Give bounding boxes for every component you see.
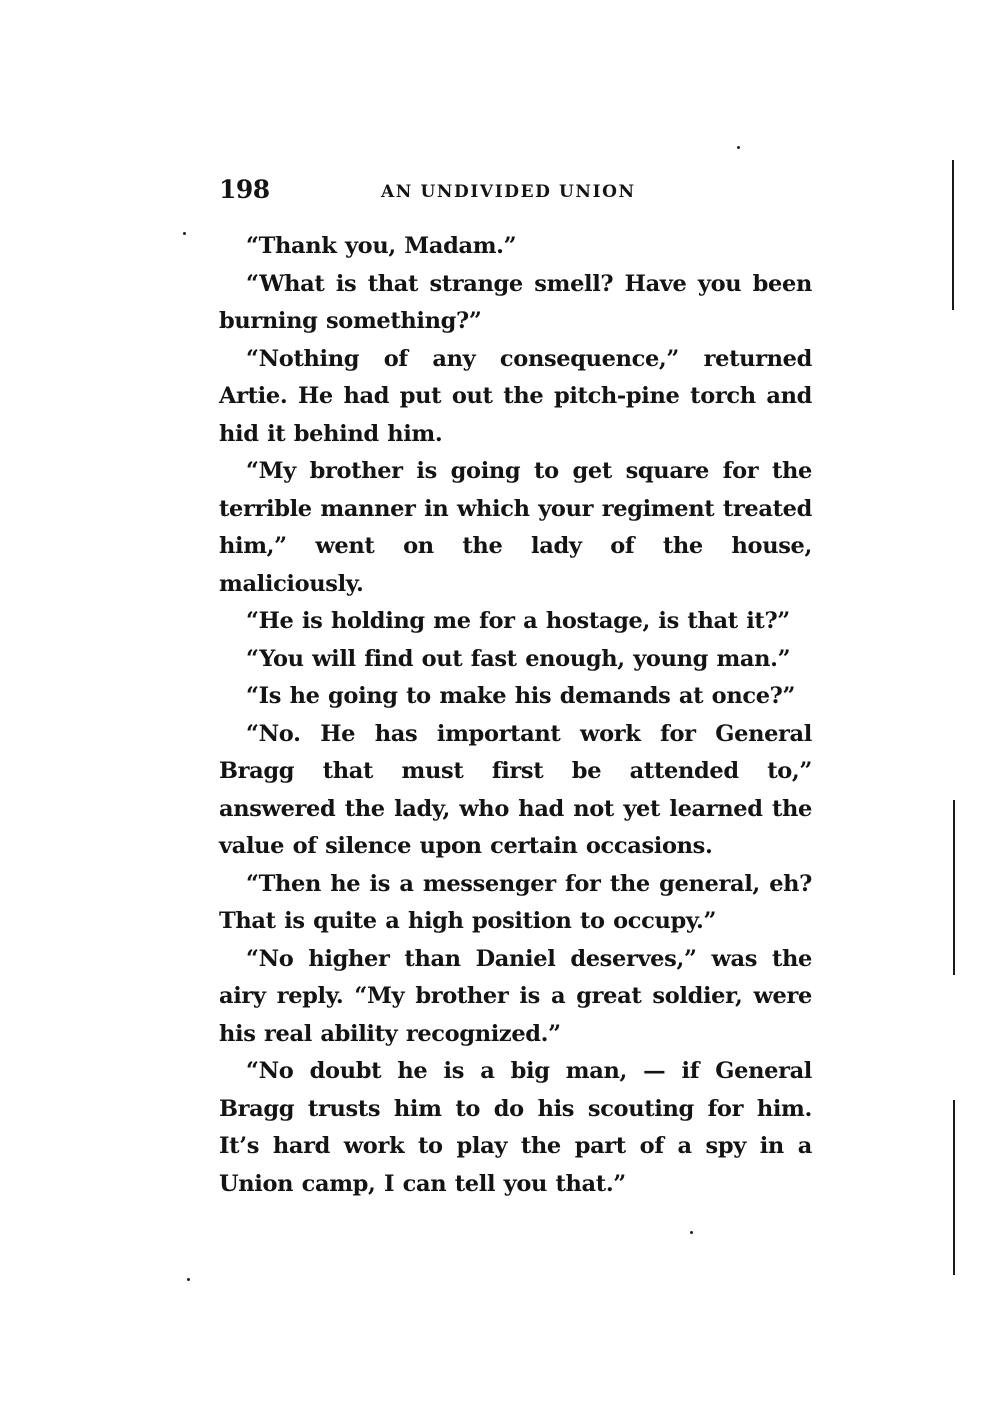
- scan-edge-line: [953, 1100, 955, 1275]
- paragraph: “Thank you, Madam.”: [246, 233, 517, 259]
- paragraph: “My brother is going to get square for the terrible manner in which your regiment treated him,” went on the lady of the house, maliciously.: [219, 458, 812, 597]
- scan-edge-line: [953, 800, 955, 975]
- paragraph: “No doubt he is a big man, — if General Bragg trusts him to do his scouting for him. It’s hard work to play the part of a spy in a Union camp, I can tell you that.”: [219, 1058, 812, 1197]
- paragraph: “You will find out fast enough, young man.”: [246, 645, 791, 672]
- scan-speck: [187, 1278, 190, 1281]
- paragraph: “No higher than Daniel deserves,” was the airy reply. “My brother is a great soldier, were his real ability recognized.”: [219, 945, 812, 1047]
- paragraph: “Then he is a messenger for the general, eh? That is quite a high position to occupy.”: [219, 870, 812, 934]
- running-head: [219, 175, 814, 209]
- running-title: AN UNDIVIDED UNION: [381, 182, 636, 202]
- paragraph: “Nothing of any consequence,” returned Artie. He had put out the pitch-pine torch and hid it behind him.: [219, 345, 812, 447]
- paragraph: “No. He has important work for General Bragg that must first be attended to,” answered the lady, who had not yet learned the value of silence upon certain occasions.: [219, 720, 812, 859]
- paragraph: “Is he going to make his demands at once?”: [246, 683, 796, 709]
- page-number: 198: [219, 175, 270, 204]
- paragraph: “What is that strange smell? Have you been burning something?”: [219, 270, 812, 334]
- paragraph: “He is holding me for a hostage, is that it?”: [246, 608, 790, 634]
- body-text: [219, 228, 812, 1203]
- scan-speck: [183, 232, 186, 235]
- scan-edge-line: [952, 160, 954, 310]
- scan-speck: [737, 146, 740, 149]
- scan-speck: [690, 1231, 693, 1234]
